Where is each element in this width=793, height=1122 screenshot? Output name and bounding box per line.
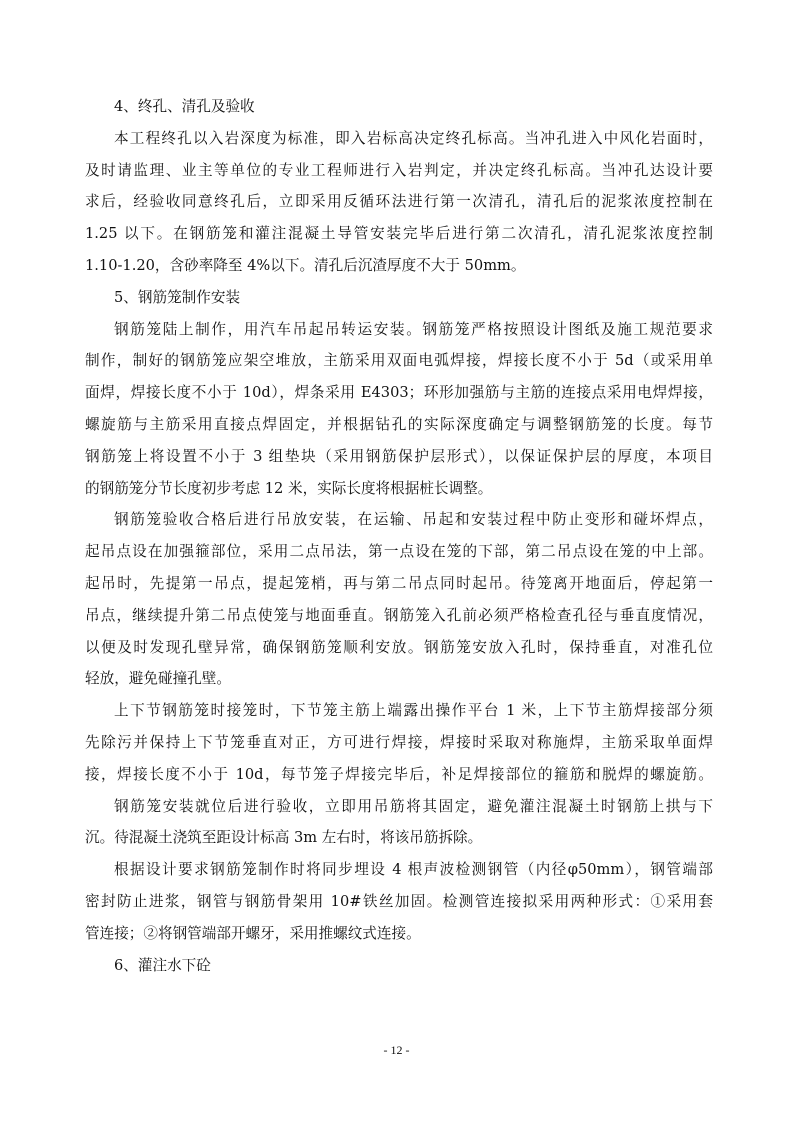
paragraph-line: 及时请监理、业主等单位的专业工程师进行入岩判定，并决定终孔标高。当冲孔达设计要	[85, 161, 713, 179]
paragraph-line: 轻放，避免碰撞孔壁。	[85, 670, 231, 688]
paragraph-line: 密封防止进浆，钢管与钢筋骨架用 10#铁丝加固。检测管连接拟采用两种形式：①采用套	[85, 892, 713, 910]
paragraph-line: 接，焊接长度不小于 10d，每节笼子焊接完毕后，补足焊接部位的箍筋和脱焊的螺旋筋。	[85, 765, 713, 783]
section-heading: 4、终孔、清孔及验收	[114, 98, 255, 115]
paragraph-line: 螺旋筋与主筋采用直接点焊固定，并根据钻孔的实际深度确定与调整钢筋笼的长度。每节	[85, 415, 713, 433]
paragraph-line: 先除污并保持上下节笼垂直对正，方可进行焊接，焊接时采取对称施焊，主筋采取单面焊	[85, 733, 713, 751]
paragraph-line: 钢筋笼验收合格后进行吊放安装，在运输、吊起和安装过程中防止变形和碰坏焊点，	[114, 511, 713, 529]
paragraph-line: 面焊，焊接长度不小于 10d），焊条采用 E4303；环形加强筋与主筋的连接点采用电焊焊接，	[85, 384, 713, 402]
section-heading: 6、灌注水下砼	[114, 956, 211, 974]
paragraph-line: 管连接；②将钢管端部开螺牙，采用推螺纹式连接。	[85, 924, 421, 942]
paragraph-line: 1.10-1.20，含砂率降至 4%以下。清孔后沉渣厚度不大于 50mm。	[85, 256, 526, 274]
paragraph-line: 制作，制好的钢筋笼应架空堆放，主筋采用双面电弧焊接，焊接长度不小于 5d（或采用单	[85, 352, 713, 370]
document-body	[85, 91, 713, 981]
paragraph-line: 起吊时，先提第一吊点，提起笼梢，再与第二吊点同时起吊。待笼离开地面后，停起第一	[85, 574, 713, 592]
paragraph-line: 本工程终孔以入岩深度为标准，即入岩标高决定终孔标高。当冲孔进入中风化岩面时，	[114, 129, 713, 147]
section-heading: 5、钢筋笼制作安装	[114, 288, 241, 306]
page-number: - 12 -	[383, 1043, 410, 1057]
paragraph-line: 以便及时发现孔壁异常，确保钢筋笼顺利安放。钢筋笼安放入孔时，保持垂直，对准孔位	[85, 638, 713, 656]
paragraph-line: 根据设计要求钢筋笼制作时将同步埋设 4 根声波检测钢管（内径φ50mm），钢管端部	[114, 861, 713, 879]
paragraph-line: 的钢筋笼分节长度初步考虑 12 米，实际长度将根据桩长调整。	[85, 479, 493, 497]
paragraph-line: 起吊点设在加强箍部位，采用二点吊法，第一点设在笼的下部，第二吊点设在笼的中上部。	[85, 543, 713, 561]
paragraph-line: 钢筋笼上将设置不小于 3 组垫块（采用钢筋保护层形式），以保证保护层的厚度，本项目	[85, 447, 713, 465]
paragraph-line: 沉。待混凝土浇筑至距设计标高 3m 左右时，将该吊筋拆除。	[85, 829, 483, 847]
paragraph-line: 1.25 以下。在钢筋笼和灌注混凝土导管安装完毕后进行第二次清孔，清孔泥浆浓度控制	[85, 225, 713, 243]
paragraph-line: 钢筋笼安装就位后进行验收，立即用吊筋将其固定，避免灌注混凝土时钢筋上拱与下	[114, 797, 713, 815]
paragraph-line: 钢筋笼陆上制作，用汽车吊起吊转运安装。钢筋笼严格按照设计图纸及施工规范要求	[114, 320, 713, 338]
paragraph-line: 上下节钢筋笼时接笼时，下节笼主筋上端露出操作平台 1 米，上下节主筋焊接部分须	[114, 702, 713, 720]
paragraph-line: 求后，经验收同意终孔后，立即采用反循环法进行第一次清孔，清孔后的泥浆浓度控制在	[85, 193, 713, 211]
paragraph-line: 吊点，继续提升第二吊点使笼与地面垂直。钢筋笼入孔前必须严格检查孔径与垂直度情况，	[85, 606, 713, 624]
